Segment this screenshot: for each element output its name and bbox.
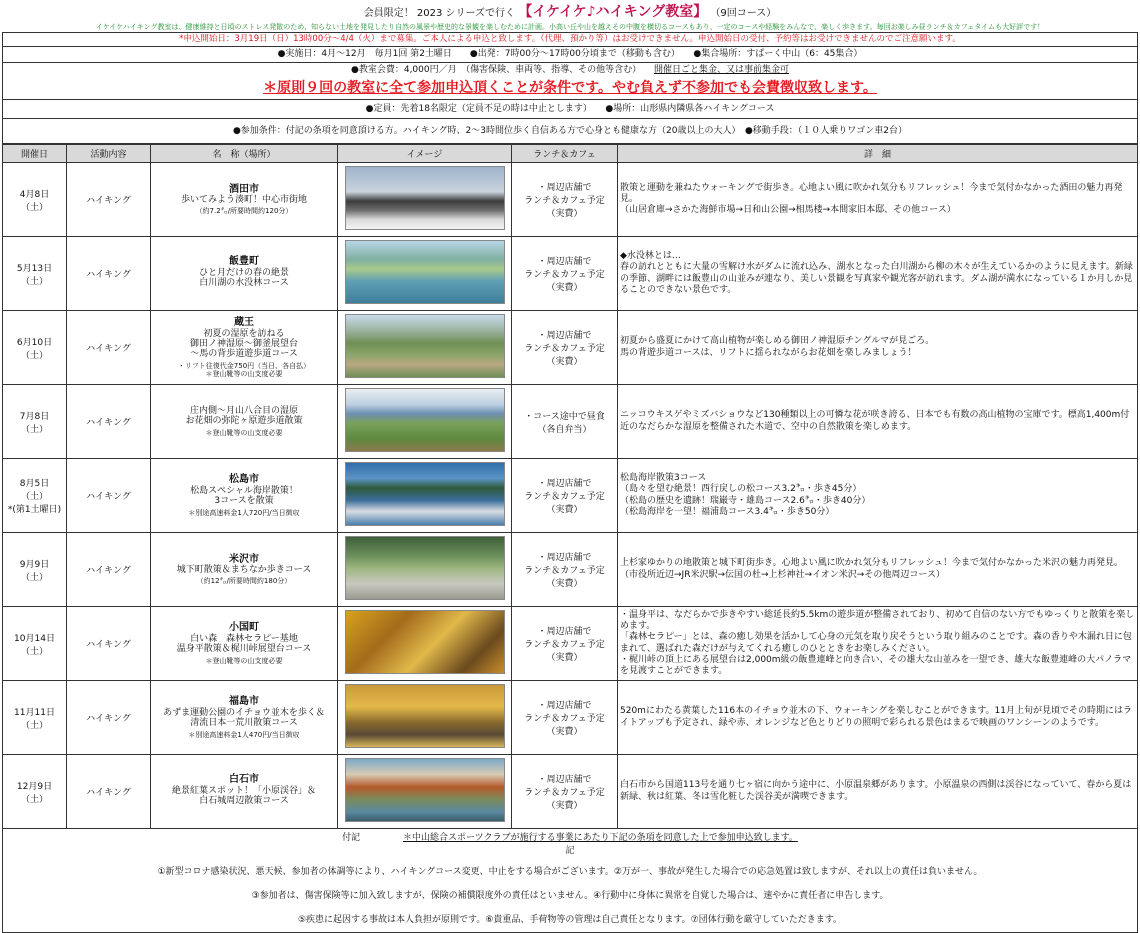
event-day: （土） (20, 646, 48, 657)
course-name-cell (151, 385, 338, 459)
lunch-info: ・周辺店舗で ランチ＆カフェ予定 （実費） (512, 459, 618, 533)
course-detail: 520mにわたる黄葉した116本のイチョウ並木の下、ウォーキングを楽しむことができます。11月上旬が見頃でその時期にはライトアップも予定され、緑や赤、オレンジなど色とりどりの照明で彩られる景色はまるで映画のワンシーンのようです。 (618, 681, 1138, 755)
event-date-cell (3, 385, 67, 459)
course-subtitle: 歩いてみよう湊町！中心市街地 (180, 195, 307, 206)
event-date: 11月11日 (14, 707, 55, 718)
footer-line: ③参加者は、傷害保険等に加入致しますが、保険の補償限度外の責任はといません。④行動中に身体に異常を自覚した場合は、速やかに責任者に申告します。 (251, 891, 889, 901)
course-name-cell (151, 681, 338, 755)
course-city: 福島市 (229, 696, 259, 708)
activity-type: ハイキング (67, 163, 151, 237)
table-row (3, 163, 1138, 237)
condition-notice: ●参加条件：付記の条項を同意頂ける方。ハイキング時、2～3時間位歩く自信ある方で心身とも健康な方（20歳以上の大人） ●移動手段：（１０人乗りワゴン車2台） (2, 119, 1138, 144)
table-row (3, 311, 1138, 385)
event-day: （土） (20, 794, 48, 805)
event-date: 4月8日 (19, 189, 50, 200)
course-subtitle: 初夏の湿原を訪ねる (203, 328, 285, 339)
course-route: 3コースを散策 (214, 496, 274, 507)
event-date-extra: *(第1土曜日) (7, 505, 62, 515)
course-image-cell (338, 237, 512, 311)
fee-line (3, 63, 1137, 78)
course-detail: 松島海岸散策3コース （島々を望む絶景！西行戻しの松コース3.2㌔・歩き45分） （松島の歴史を遺跡！瑞巌寺・雄島コース2.6㌔・歩き40分） （松島海岸を一望！福浦島コース3.4㌔・歩き50分） (618, 459, 1138, 533)
course-image-cell (338, 533, 512, 607)
course-name-cell (151, 163, 338, 237)
event-date: 12月9日 (16, 781, 53, 792)
lunch-info: ・コース途中で昼食 （各自弁当） (512, 385, 618, 459)
table-row (3, 533, 1138, 607)
course-note: ＊登山靴等の山支度必要 (205, 656, 283, 665)
event-date-cell (3, 311, 67, 385)
event-day: （土） (20, 492, 48, 502)
course-subtitle: あずま運動公園のイチョウ並木を歩く＆ (163, 707, 325, 718)
col-activity: 活動内容 (67, 145, 151, 163)
footer-line: ①新型コロナ感染状況、悪天候、参加者の体調等により、ハイキングコース変更、中止をする場合がございます。②万が一、事故が発生した場合での応急処置は致しますが、それ以上の責任は負いません。 (157, 867, 983, 877)
event-date-cell (3, 237, 67, 311)
course-detail: 初夏から盛夏にかけて高山植物が楽しめる御田ノ神湿原チングルマが見ごろ。 馬の背遊歩道コースは、リフトに揺られながらお花畑を楽しみましょう！ (618, 311, 1138, 385)
course-note: （約7.2㌔/所要時間約120分） (195, 207, 293, 216)
course-note: ＊別途高速料金1人720円/当日徴収 (188, 508, 300, 517)
col-name: 名 称（場所） (151, 145, 338, 163)
activity-type: ハイキング (67, 237, 151, 311)
course-name-cell (151, 755, 338, 829)
course-photo (345, 240, 505, 304)
course-image-cell (338, 459, 512, 533)
event-date-cell (3, 163, 67, 237)
event-day: （土） (20, 202, 48, 213)
event-date: 6月10日 (16, 337, 53, 348)
fee-notice: ●教室会費：4,000円／月 （傷害保険、車両等、指導、その他等含む） (350, 65, 642, 75)
event-date: 10月14日 (14, 633, 55, 644)
fee-collect: 開催日ごと集金、又は事前集金可 (653, 65, 789, 75)
activity-type: ハイキング (67, 533, 151, 607)
course-city: 蔵王 (234, 317, 254, 329)
course-subtitle: 松島スペシャル海岸散策！ (190, 485, 298, 496)
course-name-cell (151, 607, 338, 681)
schedule-table (2, 144, 1138, 829)
course-subtitle: ひと月だけの春の絶景 (198, 267, 289, 278)
footer-label: 付記 (342, 833, 361, 843)
table-row (3, 385, 1138, 459)
event-day: （土） (20, 572, 48, 583)
course-subtitle: 庄内側～月山八合目の湿原 (189, 406, 298, 417)
event-date-cell (3, 459, 67, 533)
lunch-info: ・周辺店舗で ランチ＆カフェ予定 （実費） (512, 681, 618, 755)
course-photo (345, 314, 505, 378)
course-route: お花畑の弥陀ヶ原遊歩道散策 (185, 416, 303, 427)
lunch-info: ・周辺店舗で ランチ＆カフェ予定 （実費） (512, 755, 618, 829)
course-image-cell (338, 755, 512, 829)
event-date: 5月13日 (16, 263, 53, 274)
event-day: （土） (20, 350, 48, 361)
footer-line: ⑤疾患に起因する事故は本人負担が原則です。⑥貴重品、手荷物等の管理は自己責任となります。⑦団体行動を厳守していただきます。 (297, 915, 843, 925)
course-note: ＊登山靴等の山支度必要 (205, 428, 283, 437)
footer-lead: ＊中山総合スポーツクラブが施行する事業にあたり下記の条項を同意した上で参加申込致します。 (403, 833, 798, 843)
course-note: ＊別途高速料金1人470円/当日徴収 (188, 730, 300, 739)
footer-notes (2, 829, 1138, 933)
course-city: 飯豊町 (229, 256, 259, 268)
footer-ki: 記 (565, 846, 575, 856)
course-detail: 白石市から国道113号を通り七ヶ宿に向かう途中に、小原温泉郷があります。小原温泉の西側は渓谷になっていて、春から夏は新緑、秋は紅葉、冬は雪化粧した渓谷美が満喫できます。 (618, 755, 1138, 829)
course-note: （約12㌔/所要時間約180分） (196, 577, 292, 586)
course-detail: ・温身平は、なだらかで歩きやすい総延長約5.5kmの遊歩道が整備されており、初めて自信のない方でもゆっくりと散策を楽しめます。 「森林セラピー」とは、森の癒し効果を活かして心身の元気を取り戻そうという取り組みのことです。森の香りや木漏れ日に包まれて、選ばれた森だけが与えてくれる癒しのひとときをお楽しみください。 ・梶川峠の頂上にある展望台は2,000m級の飯豊連峰と向き合い、その雄大な山並みを一望でき、雄大な飯豊連峰の大パノラマを見渡すことができます。 (618, 607, 1138, 681)
page-header (2, 2, 1138, 22)
course-route: 温身平散策＆梶川峠展望台コース (176, 644, 312, 655)
course-image-cell (338, 311, 512, 385)
course-subtitle: 白い森 森林セラピー基地 (190, 633, 298, 644)
lunch-info: ・周辺店舗で ランチ＆カフェ予定 （実費） (512, 163, 618, 237)
course-image-cell (338, 681, 512, 755)
course-city: 白石市 (229, 774, 259, 786)
event-day: （土） (20, 276, 48, 287)
course-city: 酒田市 (229, 183, 259, 195)
course-image-cell (338, 385, 512, 459)
activity-type: ハイキング (67, 681, 151, 755)
activity-type: ハイキング (67, 311, 151, 385)
course-route: 白川湖の水没林コース (199, 278, 289, 289)
fee-block (2, 63, 1138, 100)
course-detail: 散策と運動を兼ねたウォーキングで街歩き。心地よい風に吹かれ気分もリフレッシュ！今まで気付かなかった酒田の魅力再発見。 （山居倉庫→さかた海鮮市場→日和山公園→相馬楼→本間家旧本邸、その他コース） (618, 163, 1138, 237)
table-row (3, 755, 1138, 829)
table-row (3, 459, 1138, 533)
col-date: 開催日 (3, 145, 67, 163)
event-date-cell (3, 681, 67, 755)
header-prefix: 会員限定！ 2023 シリーズで行く (363, 8, 516, 19)
activity-type: ハイキング (67, 755, 151, 829)
course-photo (345, 536, 505, 600)
header-suffix: （9回コース） (710, 8, 777, 19)
event-day: （土） (20, 720, 48, 731)
table-row (3, 681, 1138, 755)
course-city: 松島市 (229, 474, 259, 486)
event-date: 9月9日 (19, 559, 50, 570)
col-detail: 詳 細 (618, 145, 1138, 163)
course-name-cell (151, 533, 338, 607)
lunch-info: ・周辺店舗で ランチ＆カフェ予定 （実費） (512, 311, 618, 385)
table-row (3, 237, 1138, 311)
apply-notice: *申込開始日：3月19日（日）13時00分～4/4（火）まで募集。ご本人による申込と致します。（代理、預かり等）はお受けできません。申込開始日の受付、予約等はお受けできませんのでご注意願います。 (2, 32, 1138, 47)
schedule-notice: ●実施日：4月～12月 毎月1回 第2土曜日 ●出発：7時00分～17時00分頃まで（移動も含む） ●集合場所：すぱーく中山（6：45集合） (2, 47, 1138, 63)
course-note: ・リフト往復代金750円（当日、各自払） ＊登山靴等の山支度必要 (177, 361, 311, 378)
lunch-info: ・周辺店舗で ランチ＆カフェ予定 （実費） (512, 607, 618, 681)
capacity-notice: ●定員：先着18名限定（定員不足の時は中止とします） ●場所：山形県内隣県各ハイキングコース (2, 100, 1138, 119)
event-date: 7月8日 (19, 411, 50, 422)
course-photo (345, 610, 505, 674)
course-subtitle: 絶景紅葉スポット！「小原渓谷」＆ (171, 785, 316, 796)
course-photo (345, 758, 505, 822)
activity-type: ハイキング (67, 459, 151, 533)
course-name-cell (151, 459, 338, 533)
course-route: 御田ノ神湿原～御釜展望台 ～馬の背歩道遊歩道コース (189, 339, 298, 360)
course-photo (345, 684, 505, 748)
lunch-info: ・周辺店舗で ランチ＆カフェ予定 （実費） (512, 533, 618, 607)
event-day: （土） (20, 424, 48, 435)
course-route: 白石城周辺散策コース (199, 796, 289, 807)
course-image-cell (338, 607, 512, 681)
course-city: 米沢市 (229, 553, 259, 565)
course-city: 小国町 (229, 622, 259, 634)
table-row (3, 607, 1138, 681)
event-date-cell (3, 533, 67, 607)
course-detail: ニッコウキスゲやミズバショウなど130種類以上の可憐な花が咲き誇る、日本でも有数の高山植物の宝庫です。標高1,400m付近のなだらかな湿原を整備された木道で、空中の自然散策を楽しめます。 (618, 385, 1138, 459)
course-detail: ◆水没林とは… 春の訪れとともに大量の雪解け水がダムに流れ込み、湖水となった白川湖から柳の木々が生えているかのように見えます。新緑の季節、湖畔には飯豊山の山並みが連なり、美しい景観を写真家や観光客が訪れます。ダム湖が満水になっている１か月しか見ることのできない景色です。 (618, 237, 1138, 311)
event-date: 8月5日 (19, 479, 50, 489)
program-title: 【イケイケ♪ハイキング教室】 (518, 4, 708, 20)
course-name-cell (151, 311, 338, 385)
course-name-cell (151, 237, 338, 311)
course-image-cell (338, 163, 512, 237)
course-photo (345, 166, 505, 230)
event-date-cell (3, 755, 67, 829)
course-route: 清流日本一荒川散策コース (190, 718, 298, 729)
course-subtitle: 城下町散策＆まちなか歩きコース (176, 565, 312, 576)
table-header-row (3, 145, 1138, 163)
course-photo (345, 462, 505, 526)
course-photo (345, 388, 505, 452)
lunch-info: ・周辺店舗で ランチ＆カフェ予定 （実費） (512, 237, 618, 311)
col-lunch: ランチ＆カフェ (512, 145, 618, 163)
attendance-rule: ＊原則９回の教室に全て参加申込頂くことが条件です。やむ負えず不参加でも会費徴収致します。 (263, 80, 877, 96)
event-date-cell (3, 607, 67, 681)
course-detail: 上杉家ゆかりの地散策と城下町街歩き。心地よい風に吹かれ気分もリフレッシュ！今まで気付かなかった米沢の魅力再発見。 （市役所近辺→JR米沢駅→伝国の杜→上杉神社→イオン米沢→その他周辺コース） (618, 533, 1138, 607)
activity-type: ハイキング (67, 385, 151, 459)
intro-text: イケイケハイキング教室は、健康維持と日頃のストレス発散のため、知らない土地を発見したり自然の風景や歴史的な景観を楽しむために計画。小高い丘や山を越えその中腹を横切るコースもあり、一定のコースや経験をみんなで、楽しく歩きます。毎回お楽しみ昼ランチ＆カフェタイムも大好評です！ (95, 23, 1045, 31)
col-image: イメージ (338, 145, 512, 163)
activity-type: ハイキング (67, 607, 151, 681)
